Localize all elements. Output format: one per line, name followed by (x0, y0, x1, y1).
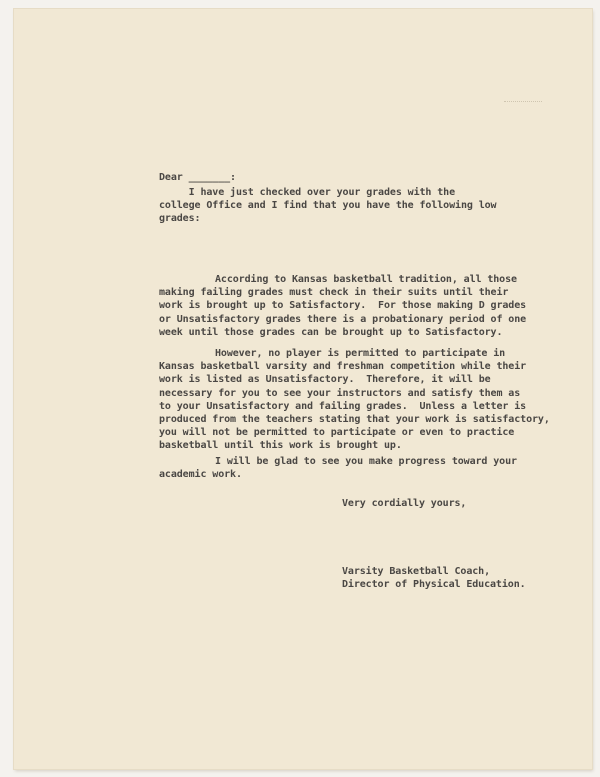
paragraph-2-line: or Unsatisfactory grades there is a probationary period of one (159, 313, 527, 325)
closing: Very cordially yours, (342, 498, 467, 509)
paragraph-3-line: to your Unsatisfactory and failing grades. Unless a letter is (159, 400, 527, 412)
paragraph-4 (159, 455, 517, 481)
paragraph-2 (159, 273, 526, 339)
faint-mark (504, 101, 542, 106)
paragraph-3-line: basketball until this work is brought up. (159, 440, 402, 452)
paragraph-1-line: I have just checked over your grades with the (159, 187, 456, 198)
paragraph-2-line: According to Kansas basketball tradition, all those (215, 274, 517, 285)
paragraph-3-line: necessary for you to see your instructors and satisfy them as (159, 387, 521, 399)
paragraph-2-line: making failing grades must check in their suits until their (159, 287, 509, 299)
paragraph-1 (159, 186, 496, 226)
paragraph-3-line: produced from the teachers stating that your work is satisfactory, (159, 414, 550, 426)
paragraph-4-line: I will be glad to see you make progress toward your (215, 456, 517, 467)
paragraph-4-line: academic work. (159, 469, 242, 481)
paragraph-3-line: work is listed as Unsatisfactory. Therefore, it will be (159, 374, 491, 386)
signature-line: Director of Physical Education. (342, 579, 526, 591)
paragraph-1-line: grades: (159, 213, 201, 225)
paragraph-1-line: college Office and I find that you have the following low (159, 200, 497, 212)
signature-line: Varsity Basketball Coach, (342, 566, 491, 577)
paragraph-3 (159, 347, 550, 453)
salutation: Dear _______: (159, 172, 236, 183)
paragraph-3-line: you will not be permitted to participate or even to practice (159, 427, 515, 439)
signature-block (342, 565, 526, 591)
paragraph-3-line: Kansas basketball varsity and freshman competition while their (159, 361, 527, 373)
paragraph-2-line: week until those grades can be brought up to Satisfactory. (159, 326, 503, 338)
paragraph-2-line: work is brought up to Satisfactory. For those making D grades (159, 300, 527, 312)
paragraph-3-line: However, no player is permitted to participate in (215, 348, 506, 359)
